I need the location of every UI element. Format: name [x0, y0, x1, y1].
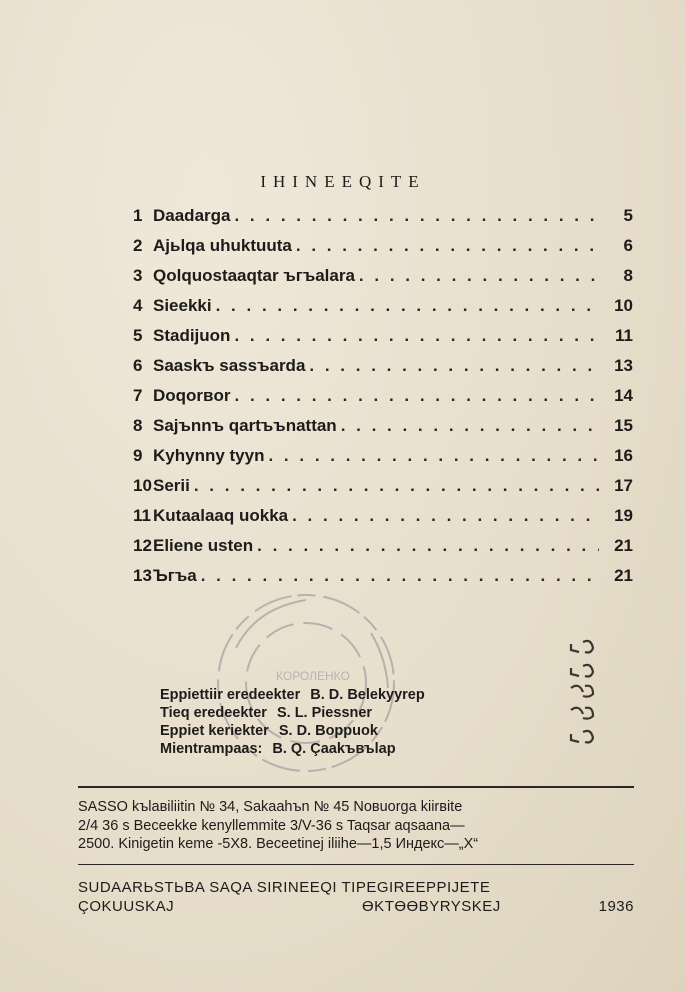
toc-entry-number: 5 [133, 326, 143, 345]
toc-dot-leader [235, 386, 600, 406]
toc-entry-number: 4 [133, 296, 143, 315]
toc-entry-title: Kutaalaaq uokka [153, 506, 289, 525]
toc-entry-page: 15 [614, 416, 633, 435]
toc-entry-number: 11 [133, 506, 151, 525]
toc-entry-number: 10 [133, 476, 152, 495]
toc-entry [133, 236, 633, 266]
toc-entry-page: 13 [614, 356, 633, 375]
toc-dot-leader [257, 536, 599, 556]
toc-dot-leader [359, 266, 599, 286]
toc-dot-leader [234, 206, 599, 226]
toc-entry-title: Sieekki [153, 296, 212, 315]
toc-entry [133, 356, 633, 386]
toc-entry-title: Ajьlqa uhuktuuta [153, 236, 292, 255]
imprint-line: 2/4 36 s Вeceekke kenyllemmite 3/V-36 s Taqsar aqsaana— [78, 817, 465, 834]
credit-name: S. L. Piessner [276, 705, 373, 721]
credit-row [160, 704, 425, 722]
toc-entry [133, 326, 633, 356]
toc-dot-leader [296, 236, 599, 256]
publication-year: 1936 [598, 898, 634, 915]
credit-row [160, 740, 425, 758]
toc-entry-number: 2 [133, 236, 143, 255]
toc-entry-title: Doqorвor [153, 386, 231, 405]
toc-entry [133, 206, 633, 236]
toc-entry-page: 21 [614, 566, 633, 585]
toc-entry-page: 17 [614, 476, 633, 495]
toc-entry [133, 266, 633, 296]
toc-entry-number: 6 [133, 356, 143, 375]
toc-entry [133, 476, 633, 506]
stamp-text: КОРОЛЕНКО [276, 669, 350, 683]
toc-entry-page: 19 [614, 506, 633, 525]
toc-entry-page: 21 [614, 536, 633, 555]
toc-title: IHINEEQITE [260, 172, 426, 191]
imprint-line: 2500. Kinigetin keme -5X8. Вeceetinej iliihe—1,5 Индекс—„Х“ [78, 836, 479, 852]
toc-entry-page: 5 [623, 206, 633, 225]
toc-dot-leader [309, 356, 599, 376]
toc-dot-leader [234, 326, 599, 346]
divider-bottom [78, 864, 634, 865]
credit-role: Eppiet keriekter [160, 723, 269, 739]
credit-role: Eppiettiir eredeekter [160, 687, 301, 703]
toc-entry-title: Saaskъ sassъarda [153, 356, 306, 375]
publisher-block [78, 878, 634, 916]
toc-entry-number: 13 [133, 566, 152, 585]
toc-dot-leader [268, 446, 599, 466]
toc-dot-leader [292, 506, 599, 526]
toc-entry-number: 7 [133, 386, 143, 405]
credit-row [160, 686, 425, 704]
table-of-contents [133, 206, 633, 596]
toc-entry-page: 16 [614, 446, 633, 465]
toc-entry-number: 12 [133, 536, 152, 555]
toc-entry-title: Sajъnnъ qartъъnattan [153, 416, 337, 435]
toc-entry [133, 446, 633, 476]
toc-entry-number: 9 [133, 446, 143, 465]
credit-role: Mientrampaas: [160, 741, 263, 757]
toc-entry-title: Daadarga [153, 206, 231, 225]
credits-block [160, 686, 425, 758]
publisher-city: ÇOKUUSKAJ [78, 898, 175, 915]
toc-entry-page: 11 [615, 326, 633, 345]
credit-name: B. Q. Çaakъвъlap [272, 741, 396, 757]
toc-dot-leader [201, 566, 599, 586]
divider-top [78, 786, 634, 788]
toc-entry [133, 296, 633, 326]
toc-entry [133, 536, 633, 566]
toc-entry-number: 3 [133, 266, 143, 285]
toc-entry-title: Kyhynny tyyn [153, 446, 265, 465]
credit-role: Tieq eredeekter [160, 705, 267, 721]
toc-entry-title: Stadijuon [153, 326, 231, 345]
printer-marks [567, 636, 617, 756]
toc-entry-page: 10 [614, 296, 633, 315]
toc-entry-page: 14 [614, 386, 633, 405]
toc-entry-title: Qolquostaaqtar ъгъalara [153, 266, 355, 285]
toc-dot-leader [216, 296, 599, 316]
imprint-line: SASSO kъlaвiliitin № 34, Sakaahъn № 45 Noвuorga kiirвite [78, 799, 463, 815]
toc-entry-page: 6 [623, 236, 633, 255]
toc-entry-number: 1 [133, 206, 143, 225]
toc-entry [133, 506, 633, 536]
credit-name: S. D. Boppuok [278, 723, 378, 739]
publisher-name: SUDAARЬSTЬBA SAQA SIRINEEQI TIPEGIREEPPIJETE [78, 879, 491, 896]
toc-entry-title: Serii [153, 476, 190, 495]
toc-entry-title: Eliene usten [153, 536, 254, 555]
toc-entry-page: 8 [623, 266, 633, 285]
credit-row [160, 722, 425, 740]
publisher-street: ӨKTӨӨВYRYSKEJ [362, 898, 501, 915]
imprint-block [78, 798, 638, 854]
toc-entry-number: 8 [133, 416, 143, 435]
publisher-line [78, 897, 634, 916]
toc-dot-leader [341, 416, 599, 436]
credit-name: B. D. Belekyyrep [310, 687, 425, 703]
toc-dot-leader [194, 476, 599, 496]
toc-entry [133, 386, 633, 416]
toc-entry [133, 416, 633, 446]
toc-entry-title: Ъгъa [153, 566, 197, 585]
